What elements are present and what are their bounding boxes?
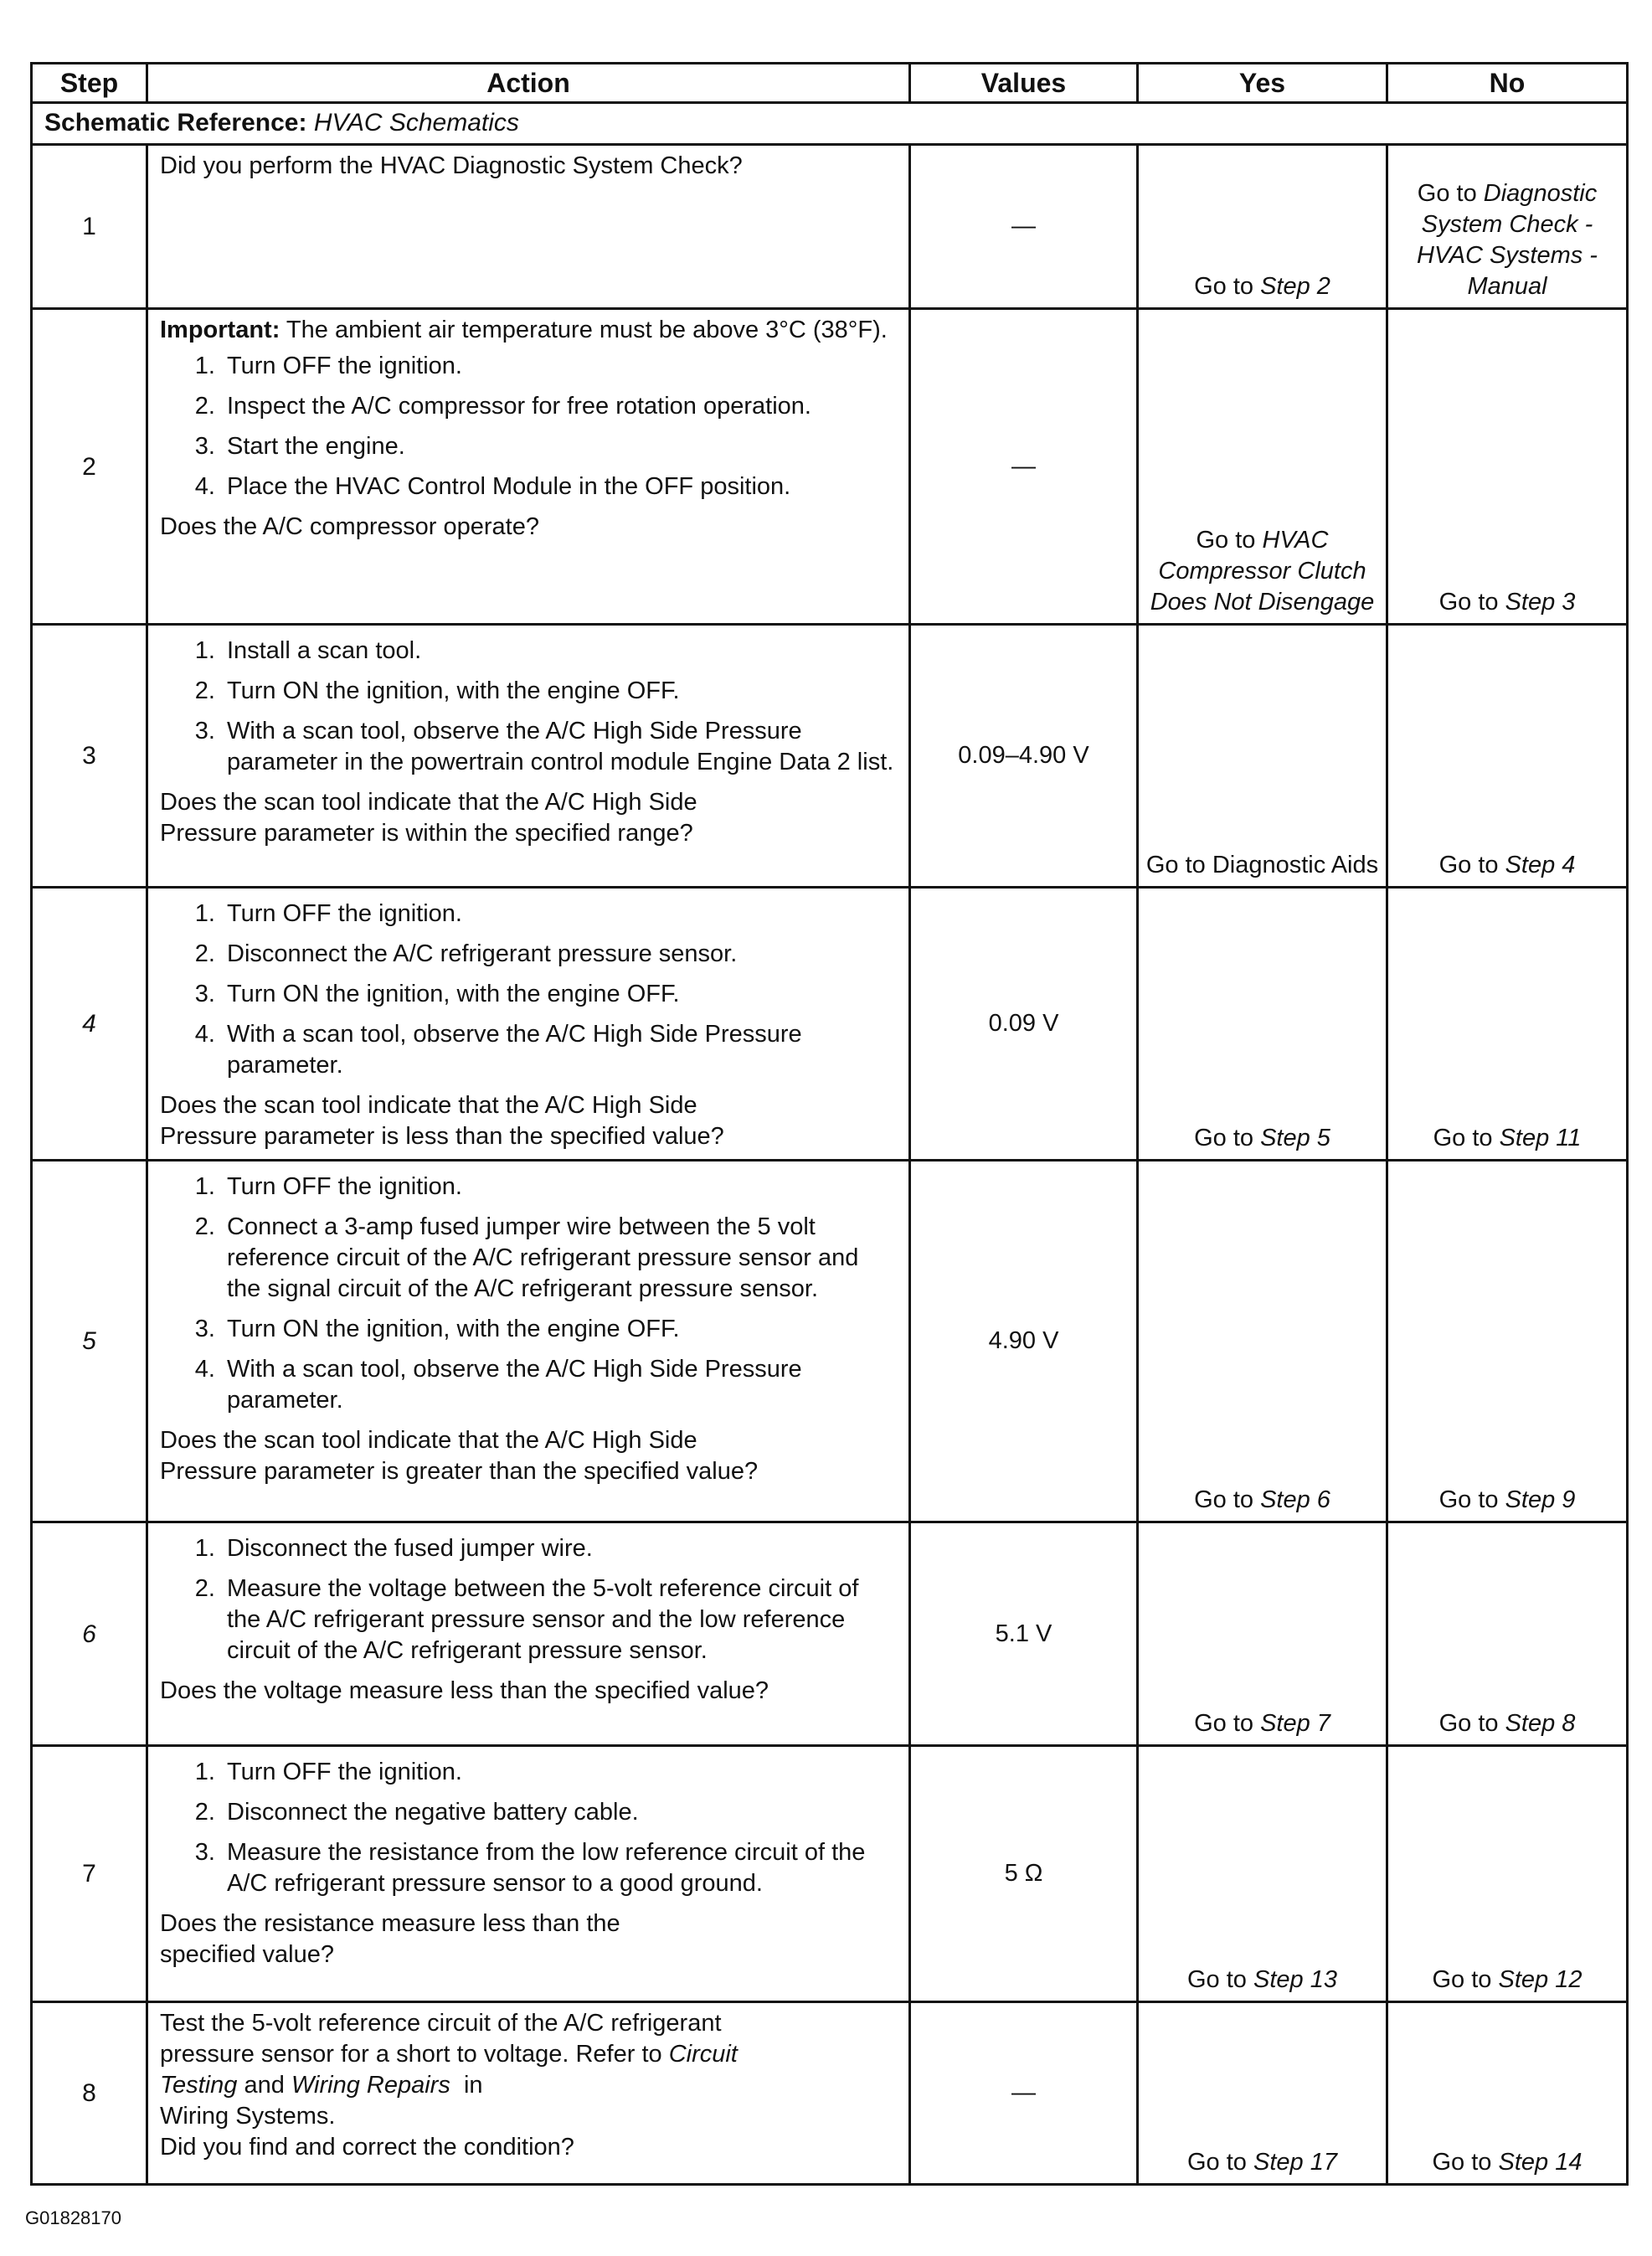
- action-question: Does the A/C compressor operate?: [160, 513, 539, 540]
- no-text: Go to: [1417, 180, 1484, 207]
- no-cell: [1387, 1161, 1628, 1522]
- value-cell: —: [910, 2002, 1138, 2185]
- action-text: pressure sensor for a short to voltage. Refer to: [160, 2041, 669, 2068]
- value-cell: 5 Ω: [910, 1746, 1138, 2002]
- yes-cell: [1138, 309, 1387, 625]
- header-action: Action: [147, 64, 910, 103]
- no-target-link[interactable]: Step 8: [1505, 1710, 1576, 1737]
- procedure-step: 1. Turn OFF the ignition.: [222, 351, 895, 382]
- yes-text: Go to: [1187, 1966, 1253, 1993]
- yes-text: Go to: [1187, 2149, 1253, 2176]
- no-target-link[interactable]: Step 4: [1505, 852, 1576, 878]
- procedure-step: 1. Turn OFF the ignition.: [222, 899, 895, 930]
- procedure-step: 3. Start the engine.: [222, 431, 895, 462]
- procedure-step: 4. With a scan tool, observe the A/C High Side Pressure parameter.: [222, 1019, 895, 1081]
- action-question: Pressure parameter is within the specified range?: [160, 820, 693, 847]
- procedure-step: 4. With a scan tool, observe the A/C High Side Pressure parameter.: [222, 1354, 895, 1416]
- procedure-step: 2. Inspect the A/C compressor for free rotation operation.: [222, 391, 895, 422]
- table-row: [32, 888, 1628, 1161]
- diagnostic-table: [30, 62, 1629, 2186]
- action-question: Pressure parameter is greater than the specified value?: [160, 1458, 759, 1485]
- step-number: 7: [32, 1746, 147, 2002]
- schematic-reference-label: Schematic Reference:: [44, 109, 307, 136]
- figure-id: G01828170: [25, 2207, 121, 2228]
- reference-link[interactable]: Wiring Repairs: [291, 2072, 450, 2099]
- action-cell: [147, 1746, 910, 2002]
- procedure-step: 2. Measure the voltage between the 5-volt reference circuit of the A/C refrigerant pressure sensor and the low reference circuit of the A/C refrigerant pressure sensor.: [222, 1574, 895, 1666]
- action-cell: [147, 145, 910, 309]
- action-question: Pressure parameter is less than the specified value?: [160, 1123, 724, 1150]
- action-question: Does the scan tool indicate that the A/C High Side: [160, 1427, 697, 1454]
- procedure-step: 2. Disconnect the A/C refrigerant pressure sensor.: [222, 939, 895, 970]
- step-number: 8: [32, 2002, 147, 2185]
- action-intro: [160, 315, 895, 346]
- value-cell: 0.09–4.90 V: [910, 625, 1138, 888]
- procedure-step: 1. Disconnect the fused jumper wire.: [222, 1533, 895, 1564]
- yes-text: Go to: [1196, 527, 1263, 554]
- no-target-link[interactable]: Step 3: [1505, 589, 1576, 616]
- reference-link[interactable]: Testing: [160, 2072, 238, 2099]
- no-cell: [1387, 309, 1628, 625]
- value-cell: —: [910, 145, 1138, 309]
- table-row: [32, 309, 1628, 625]
- value-cell: —: [910, 309, 1138, 625]
- no-text: Go to: [1438, 1710, 1505, 1737]
- procedure-step: 1. Turn OFF the ignition.: [222, 1172, 895, 1203]
- no-cell: [1387, 145, 1628, 309]
- table-row: [32, 2002, 1628, 2185]
- action-intro-line: [160, 2101, 895, 2132]
- header-step: Step: [32, 64, 147, 103]
- no-target-link[interactable]: Step 11: [1499, 1125, 1582, 1151]
- action-intro: Did you perform the HVAC Diagnostic System Check?: [160, 152, 743, 179]
- value-cell: 5.1 V: [910, 1522, 1138, 1746]
- procedure-step: 2. Turn ON the ignition, with the engine OFF.: [222, 676, 895, 707]
- action-text: Wiring Systems.: [160, 2103, 336, 2130]
- no-target-link[interactable]: Step 12: [1498, 1966, 1583, 1993]
- reference-link[interactable]: Circuit: [668, 2041, 738, 2068]
- yes-cell: [1138, 625, 1387, 888]
- yes-target-link[interactable]: Step 13: [1253, 1966, 1337, 1993]
- procedure-list: [160, 899, 895, 1081]
- schematic-reference-row: [32, 103, 1628, 145]
- action-question: Does the scan tool indicate that the A/C High Side: [160, 789, 697, 816]
- step-number: 6: [32, 1522, 147, 1746]
- no-text: Go to: [1438, 589, 1505, 616]
- action-cell: [147, 309, 910, 625]
- procedure-step: 1. Install a scan tool.: [222, 636, 895, 667]
- yes-cell: [1138, 1522, 1387, 1746]
- table-row: [32, 1161, 1628, 1522]
- important-text: The ambient air temperature must be above 3°C (38°F).: [286, 317, 888, 343]
- procedure-step: 4. Place the HVAC Control Module in the OFF position.: [222, 471, 895, 502]
- yes-target-link[interactable]: Step 7: [1260, 1710, 1330, 1737]
- yes-target-link[interactable]: Step 2: [1260, 273, 1330, 300]
- procedure-step: 2. Disconnect the negative battery cable.: [222, 1797, 895, 1828]
- yes-text: Go to: [1194, 1486, 1261, 1513]
- action-question: specified value?: [160, 1941, 334, 1968]
- no-text: Go to: [1432, 1966, 1499, 1993]
- step-number: 4: [32, 888, 147, 1161]
- no-text: Go to: [1438, 852, 1505, 878]
- action-cell: [147, 1522, 910, 1746]
- diagnostic-table-container: [30, 62, 1626, 2186]
- table-row: [32, 625, 1628, 888]
- value-cell: 0.09 V: [910, 888, 1138, 1161]
- action-text: and: [237, 2072, 291, 2099]
- header-row: [32, 64, 1628, 103]
- action-cell: [147, 888, 910, 1161]
- yes-target-link[interactable]: Step 17: [1253, 2149, 1337, 2176]
- yes-cell: [1138, 1746, 1387, 2002]
- yes-text: Go to: [1194, 1710, 1261, 1737]
- yes-cell: [1138, 1161, 1387, 1522]
- procedure-list: [160, 636, 895, 778]
- action-question: Did you find and correct the condition?: [160, 2134, 574, 2161]
- procedure-step: 3. Turn ON the ignition, with the engine OFF.: [222, 1314, 895, 1345]
- action-question: Does the voltage measure less than the specified value?: [160, 1677, 769, 1704]
- no-target-link[interactable]: Step 14: [1498, 2149, 1583, 2176]
- action-question: Does the resistance measure less than the: [160, 1910, 620, 1937]
- action-intro-line: [160, 2070, 895, 2101]
- table-row: [32, 1746, 1628, 2002]
- procedure-step: 2. Connect a 3-amp fused jumper wire between the 5 volt reference circuit of the A/C refrigerant pressure sensor and the signal circuit of the A/C refrigerant pressure sensor.: [222, 1212, 895, 1305]
- procedure-list: [160, 1533, 895, 1666]
- step-number: 1: [32, 145, 147, 309]
- no-text: Go to: [1432, 2149, 1499, 2176]
- schematic-reference-link[interactable]: HVAC Schematics: [313, 109, 519, 136]
- step-number: 5: [32, 1161, 147, 1522]
- action-question: Does the scan tool indicate that the A/C High Side: [160, 1092, 697, 1119]
- procedure-step: 3. Measure the resistance from the low reference circuit of the A/C refrigerant pressure sensor to a good ground.: [222, 1837, 895, 1899]
- procedure-list: [160, 1172, 895, 1416]
- procedure-list: [160, 1757, 895, 1899]
- no-text: Go to: [1438, 1486, 1505, 1513]
- procedure-step: 1. Turn OFF the ignition.: [222, 1757, 895, 1788]
- no-target-link[interactable]: Step 9: [1505, 1486, 1576, 1513]
- no-text: Go to: [1433, 1125, 1500, 1151]
- yes-cell: [1138, 888, 1387, 1161]
- important-label: Important:: [160, 317, 280, 343]
- yes-target-link[interactable]: Step 5: [1260, 1125, 1330, 1151]
- action-cell: [147, 1161, 910, 1522]
- yes-text: Go to: [1194, 273, 1261, 300]
- yes-cell: [1138, 145, 1387, 309]
- yes-text: Go to Diagnostic Aids: [1145, 852, 1379, 878]
- action-cell: [147, 625, 910, 888]
- procedure-step: 3. Turn ON the ignition, with the engine OFF.: [222, 979, 895, 1010]
- header-no: No: [1387, 64, 1628, 103]
- action-cell: [147, 2002, 910, 2185]
- step-number: 3: [32, 625, 147, 888]
- action-text: in: [450, 2072, 483, 2099]
- yes-target-link[interactable]: HVAC Compressor Clutch Does Not Disengage: [1150, 527, 1375, 616]
- value-cell: 4.90 V: [910, 1161, 1138, 1522]
- yes-cell: [1138, 2002, 1387, 2185]
- header-yes: Yes: [1138, 64, 1387, 103]
- action-intro-line: [160, 2008, 895, 2039]
- yes-text: Go to: [1194, 1125, 1261, 1151]
- step-number: 2: [32, 309, 147, 625]
- table-row: [32, 1522, 1628, 1746]
- header-values: Values: [910, 64, 1138, 103]
- yes-target-link[interactable]: Step 6: [1260, 1486, 1330, 1513]
- no-cell: [1387, 1746, 1628, 2002]
- no-cell: [1387, 625, 1628, 888]
- action-text: Test the 5-volt reference circuit of the A/C refrigerant: [160, 2010, 722, 2037]
- action-intro-line: [160, 2039, 895, 2070]
- no-target-link[interactable]: Diagnostic System Check - HVAC Systems - Manual: [1417, 180, 1605, 300]
- procedure-list: [160, 351, 895, 502]
- procedure-step: 3. With a scan tool, observe the A/C High Side Pressure parameter in the powertrain control module Engine Data 2 list.: [222, 716, 895, 778]
- no-cell: [1387, 888, 1628, 1161]
- no-cell: [1387, 1522, 1628, 1746]
- table-row: [32, 145, 1628, 309]
- no-cell: [1387, 2002, 1628, 2185]
